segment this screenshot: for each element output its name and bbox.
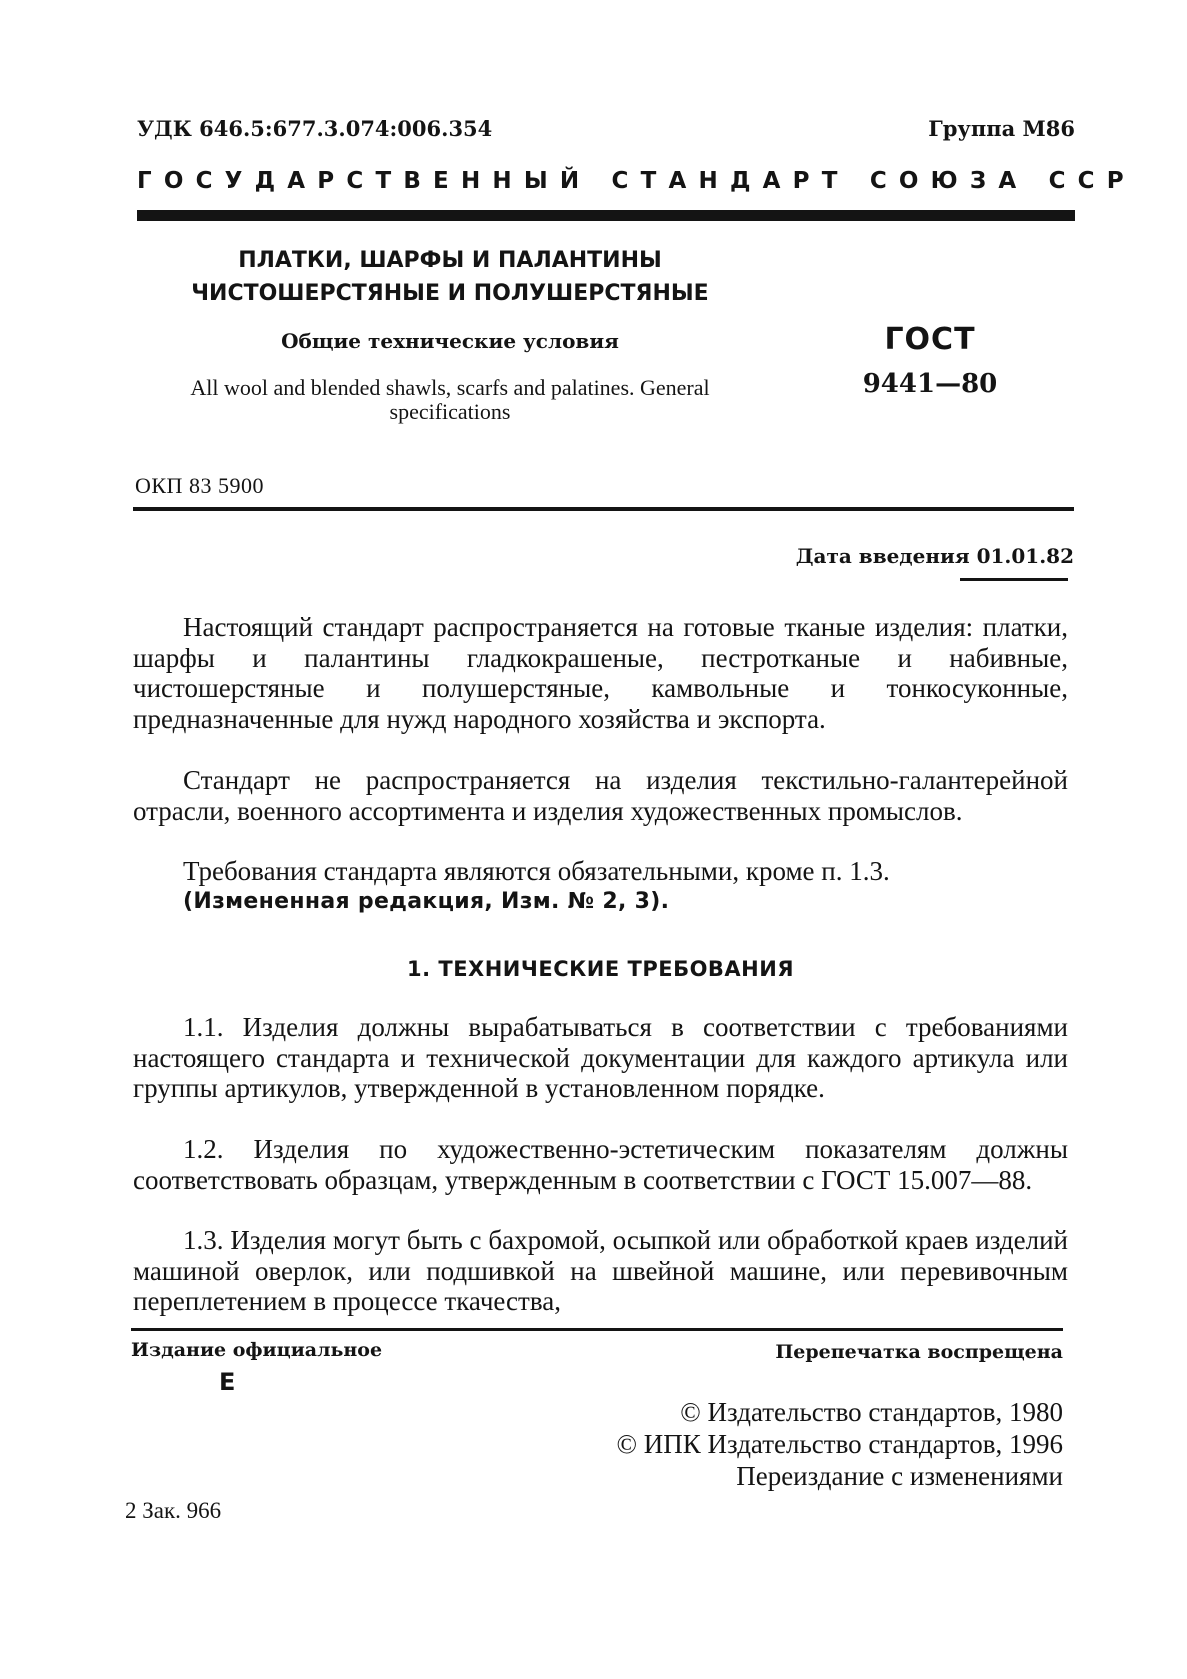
intro-paragraph-3: Требования стандарта являются обязательными, кроме п. 1.3. xyxy=(183,856,890,886)
reprint-notice: Перепечатка воспрещена xyxy=(775,1341,1063,1363)
clause-1-3: 1.3. Изделия могут быть с бахромой, осыпкой или обработкой краев изделий машиной оверлок, или подшивкой на швейной машине, или перевивочным переплетением в процессе ткачества, xyxy=(133,1225,1068,1316)
gost-label: ГОСТ xyxy=(884,322,976,357)
introduction-date: Дата введения 01.01.82 xyxy=(795,544,1074,568)
reissue-note: Переиздание с изменениями xyxy=(736,1461,1063,1491)
intro-paragraph-1: Настоящий стандарт распространяется на готовые тканые изделия: платки, шарфы и палантины гладкокрашеные, пестротканые и набивные, чистошерстяные и полушерстяные, камвольные и тонкосуконные, предназначенные для нужд народного хозяйства и экспорта. xyxy=(133,612,1068,734)
udk-code: УДК 646.5:677.3.074:006.354 xyxy=(137,116,493,141)
date-underline xyxy=(960,578,1068,581)
title-line-2: ЧИСТОШЕРСТЯНЫЕ И ПОЛУШЕРСТЯНЫЕ xyxy=(191,281,709,306)
gost-number: 9441—80 xyxy=(862,369,998,399)
order-number: 2 Зак. 966 xyxy=(125,1498,222,1523)
state-standard-banner: ГОСУДАРСТВЕННЫЙ СТАНДАРТ СОЮЗА ССР xyxy=(137,168,1136,194)
header-rule xyxy=(137,210,1075,221)
intro-paragraph-2: Стандарт не распространяется на изделия текстильно-галантерейной отрасли, военного ассортимента и изделия художественных промыслов. xyxy=(133,765,1068,826)
title-line-1: ПЛАТКИ, ШАРФЫ И ПАЛАНТИНЫ xyxy=(238,248,662,273)
edition-label: Издание официальное xyxy=(131,1339,383,1361)
section-heading: 1. ТЕХНИЧЕСКИЕ ТРЕБОВАНИЯ xyxy=(406,957,795,981)
e-mark: Е xyxy=(219,1368,236,1396)
amendment-note: (Измененная редакция, Изм. № 2, 3). xyxy=(183,889,670,914)
copyright-1996: © ИПК Издательство стандартов, 1996 xyxy=(616,1429,1063,1459)
copyright-1980: © Издательство стандартов, 1980 xyxy=(680,1397,1063,1427)
okp-code: ОКП 83 5900 xyxy=(135,473,264,498)
document-title xyxy=(170,244,730,310)
okp-rule xyxy=(133,507,1074,511)
clause-1-2: 1.2. Изделия по художественно-эстетическим показателям должны соответствовать образцам, утвержденным в соответствии с ГОСТ 15.007—88. xyxy=(133,1134,1068,1195)
clause-1-1: 1.1. Изделия должны вырабатываться в соответствии с требованиями настоящего стандарта и технической документации для каждого артикула или группы артикулов, утвержденной в установленном порядке. xyxy=(133,1012,1068,1103)
group-code: Группа М86 xyxy=(928,116,1075,141)
english-title: All wool and blended shawls, scarfs and palatines. General specifications xyxy=(190,375,710,424)
footer-rule xyxy=(131,1328,1063,1331)
document-subtitle: Общие технические условия xyxy=(281,329,619,353)
